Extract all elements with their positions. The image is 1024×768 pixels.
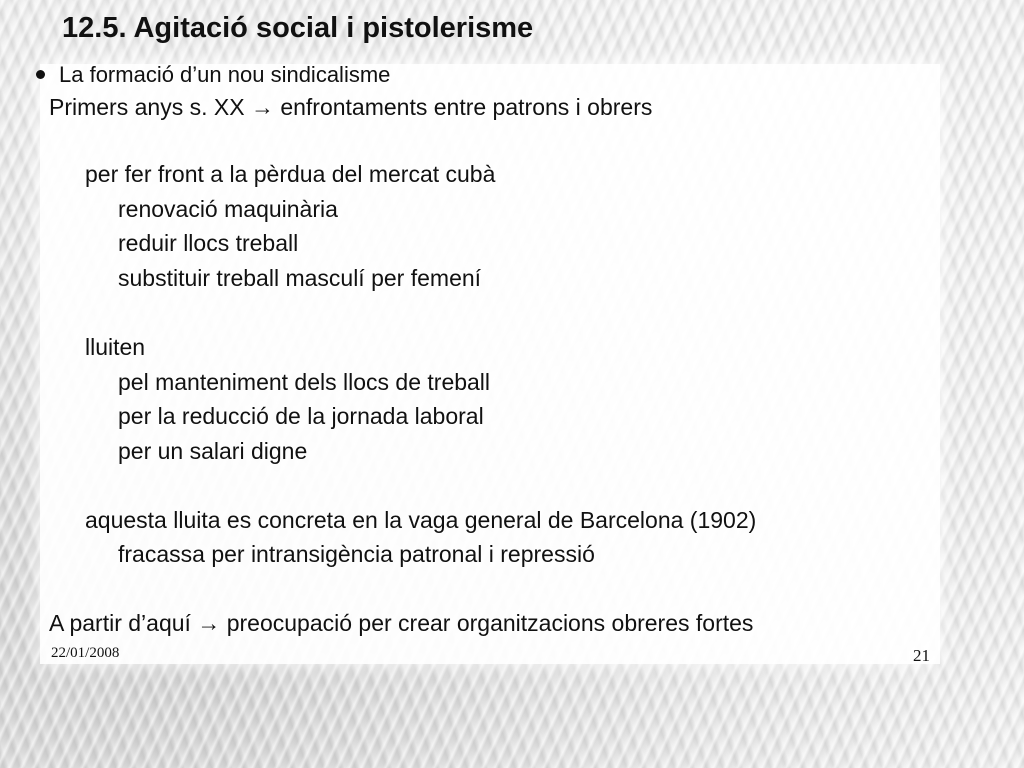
page-number: 21 — [913, 646, 930, 665]
body-line: fracassa per intransigència patronal i repressió — [118, 541, 595, 567]
body-line: lluiten — [85, 334, 146, 360]
line-text: A partir d’aquí — [49, 610, 191, 636]
body-line: aquesta lluita es concreta en la vaga general de Barcelona (1902) — [85, 507, 757, 533]
arrow-icon: → — [197, 610, 221, 636]
content-panel — [40, 64, 940, 664]
body-line: per un salari digne — [118, 438, 308, 464]
body-line: renovació maquinària — [118, 196, 338, 222]
bullet-text: La formació d’un nou sindicalisme — [59, 62, 391, 87]
footer-date: 22/01/2008 — [51, 645, 120, 661]
body-line — [49, 93, 652, 121]
body-line: reduir llocs treball — [118, 230, 299, 256]
body-line — [49, 609, 753, 637]
body-line: per la reducció de la jornada laboral — [118, 403, 484, 429]
arrow-icon: → — [250, 94, 274, 120]
body-line: pel manteniment dels llocs de treball — [118, 369, 491, 395]
body-line: substituir treball masculí per femení — [118, 265, 482, 291]
line-text: Primers anys s. XX — [49, 94, 245, 120]
slide-title: 12.5. Agitació social i pistolerisme — [62, 12, 534, 44]
bullet-item — [36, 62, 390, 88]
body-line: per fer front a la pèrdua del mercat cubà — [85, 161, 496, 187]
line-text: preocupació per crear organitzacions obreres fortes — [226, 610, 754, 636]
line-text: enfrontaments entre patrons i obrers — [280, 94, 653, 120]
bullet-dot-icon — [36, 70, 45, 79]
